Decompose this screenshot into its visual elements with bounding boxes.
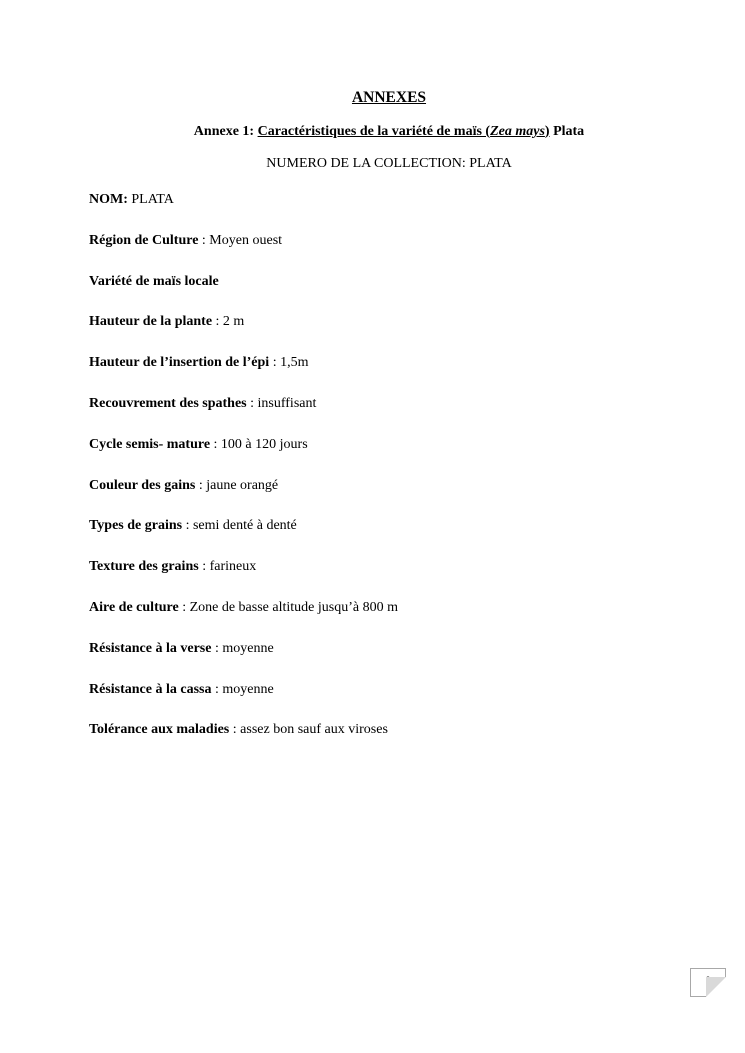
property-key: Variété de maïs locale: [89, 273, 219, 289]
property-value: PLATA: [127, 192, 174, 207]
property-value: : Moyen ouest: [198, 232, 283, 248]
property-row: [89, 640, 398, 681]
property-key: Résistance à la cassa: [89, 681, 212, 697]
annex-label: Annexe 1:: [193, 124, 255, 139]
property-key: Types de grains: [89, 518, 183, 534]
property-row: [89, 354, 398, 395]
property-value: : jaune orangé: [195, 477, 279, 493]
property-key: Région de Culture: [89, 232, 199, 248]
property-key: NOM:: [89, 192, 128, 207]
property-value: : moyenne: [211, 681, 274, 697]
property-row: [89, 517, 398, 558]
property-key: Aire de culture: [89, 599, 179, 615]
property-value: : 100 à 120 jours: [210, 436, 308, 452]
property-key: Cycle semis- mature: [89, 436, 211, 452]
variety-name: Plata: [553, 124, 585, 139]
property-key: Tolérance aux maladies: [89, 722, 230, 738]
property-row: [89, 395, 398, 436]
property-value: : 2 m: [212, 314, 245, 330]
property-value: : moyenne: [211, 640, 274, 656]
property-key: Hauteur de la plante: [89, 314, 213, 330]
property-value: : assez bon sauf aux viroses: [229, 722, 388, 738]
property-value: : insuffisant: [246, 395, 317, 411]
annex-title-part-2: ): [544, 124, 550, 139]
page-number: I: [706, 975, 710, 985]
property-key: Texture des grains: [89, 559, 199, 575]
property-row: [89, 558, 398, 599]
property-value: : Zone de basse altitude jusqu’à 800 m: [178, 599, 398, 615]
collection-number: NUMERO DE LA COLLECTION: PLATA: [266, 156, 512, 171]
page-number-box: [690, 968, 726, 997]
property-key: Résistance à la verse: [89, 640, 212, 656]
property-value: : 1,5m: [269, 355, 309, 371]
annex-title-part-1: Caractéristiques de la variété de maïs (: [257, 124, 491, 139]
property-row: [89, 191, 398, 232]
property-value: : farineux: [198, 559, 257, 575]
property-row: [89, 477, 398, 518]
property-key: Couleur des gains: [89, 477, 196, 493]
property-row: [89, 721, 398, 762]
characteristics-list: [89, 191, 398, 762]
property-row: [89, 599, 398, 640]
property-key: Recouvrement des spathes: [89, 395, 247, 411]
property-row: [89, 436, 398, 477]
property-value: : semi denté à denté: [182, 518, 297, 534]
property-row: [89, 681, 398, 722]
annex-title: [0, 124, 745, 140]
annexes-heading: ANNEXES: [351, 89, 427, 106]
property-row: [89, 273, 398, 314]
property-row: [89, 313, 398, 354]
property-row: [89, 232, 398, 273]
species-name: Zea mays: [490, 124, 545, 139]
property-key: Hauteur de l’insertion de l’épi: [89, 355, 270, 371]
page-curl-icon: [706, 977, 726, 997]
annex-title-text: [258, 124, 550, 139]
